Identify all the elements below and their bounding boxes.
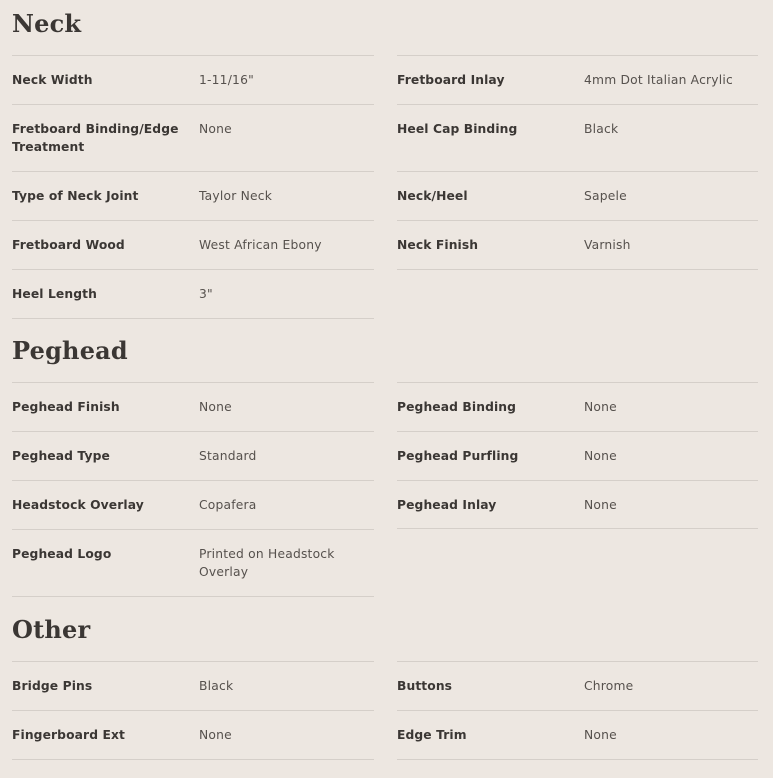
spec-row: [12, 431, 374, 480]
spec-row: [397, 431, 758, 480]
spec-value: None: [199, 122, 232, 136]
spec-label: Edge Trim: [397, 728, 467, 742]
spec-value: None: [584, 728, 617, 742]
spec-row: [12, 529, 374, 597]
spec-value: Taylor Neck: [199, 189, 273, 203]
spec-row: [12, 710, 374, 760]
spec-row: [397, 480, 758, 529]
spec-label: Neck Finish: [397, 238, 479, 252]
spec-row: [12, 104, 374, 171]
spec-label: Peghead Finish: [12, 400, 120, 414]
spec-row: [397, 710, 758, 760]
other-left-column: [12, 661, 374, 760]
spec-label: Heel Length: [12, 287, 97, 301]
section-title-peghead: Peghead: [12, 336, 128, 365]
spec-value: Copafera: [199, 498, 257, 512]
spec-row: [397, 382, 758, 431]
spec-value: Chrome: [584, 679, 634, 693]
spec-label: Neck Width: [12, 73, 93, 87]
spec-value: None: [584, 449, 617, 463]
section-title-other: Other: [12, 615, 91, 644]
spec-value: West African Ebony: [199, 238, 322, 252]
spec-label: Peghead Logo: [12, 547, 112, 561]
spec-label: Peghead Purfling: [397, 449, 519, 463]
spec-row: [12, 480, 374, 529]
peghead-left-column: [12, 382, 374, 597]
spec-label: Type of Neck Joint: [12, 189, 139, 203]
spec-label: Peghead Binding: [397, 400, 517, 414]
spec-label: Peghead Inlay: [397, 498, 497, 512]
spec-row: [397, 55, 758, 104]
spec-value: 4mm Dot Italian Acrylic: [584, 73, 733, 87]
peghead-right-column: [397, 382, 758, 529]
spec-value: Sapele: [584, 189, 627, 203]
spec-value: None: [584, 498, 617, 512]
spec-value: 3": [199, 287, 213, 301]
spec-value: Black: [584, 122, 619, 136]
spec-row: [397, 104, 758, 171]
spec-row: [12, 382, 374, 431]
spec-label: Fretboard Wood: [12, 238, 125, 252]
spec-label: Fingerboard Ext: [12, 728, 125, 742]
spec-row: [12, 55, 374, 104]
spec-value: Printed on Headstock Overlay: [199, 547, 335, 579]
spec-label: Heel Cap Binding: [397, 122, 518, 136]
spec-row: [12, 269, 374, 319]
spec-row: [397, 661, 758, 710]
spec-value: None: [199, 400, 232, 414]
neck-right-column: [397, 55, 758, 270]
spec-value: Standard: [199, 449, 257, 463]
spec-label: Neck/Heel: [397, 189, 468, 203]
spec-row: [397, 171, 758, 220]
spec-row: [12, 661, 374, 710]
spec-label: Buttons: [397, 679, 453, 693]
spec-value: Varnish: [584, 238, 631, 252]
spec-label: Bridge Pins: [12, 679, 93, 693]
spec-value: Black: [199, 679, 234, 693]
section-title-neck: Neck: [12, 9, 82, 38]
spec-value: 1-11/16": [199, 73, 254, 87]
spec-row: [12, 171, 374, 220]
spec-value: None: [199, 728, 232, 742]
spec-row: [12, 220, 374, 269]
spec-row: [397, 220, 758, 270]
spec-label: Peghead Type: [12, 449, 110, 463]
spec-label: Fretboard Binding/Edge Treatment: [12, 122, 179, 154]
spec-label: Headstock Overlay: [12, 498, 144, 512]
spec-label: Fretboard Inlay: [397, 73, 505, 87]
neck-left-column: [12, 55, 374, 319]
other-right-column: [397, 661, 758, 760]
spec-value: None: [584, 400, 617, 414]
